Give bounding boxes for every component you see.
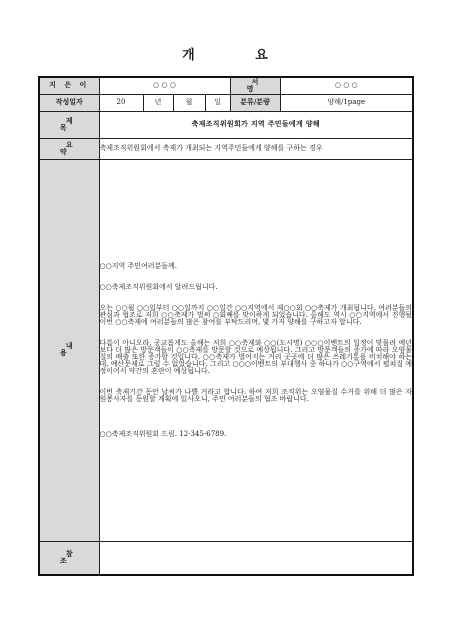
subject-label: 제 목 — [39, 111, 99, 138]
body-paragraph-2: 다름이 아니오라, 공교롭게도 올해는 저희 ○○축제와 ○○(도시명) ○○○이벤트의 일정이 맞물려 예년보다 더 많은 방문객들이 ○○축제를 방문할 것으로 예상됩니다. 그리고 방문객들의 증가에 따라 오염물질의 배출 또한 증가할 것입니다. ○○축제가 벌어지는 거리 곳곳에 더 많은 쓰레기통을 비치해야 하는데, 예산문제로 그럴 수 없었습니다. 그리고 ○○○이벤트의 부대행사 중 하나가 ○○구역에서 펼쳐질 예정이어서 약간의 혼란이 예상됩니다. — [99, 338, 413, 375]
body-greeting: ○○지역 주민여러분들께. — [99, 261, 178, 270]
body-contact: ○○축제조직위원회 드림. 12-345-6789. — [99, 429, 227, 438]
content-label: 내 용 — [39, 159, 99, 541]
date-day-unit: 일 — [205, 94, 230, 111]
summary-label: 요 약 — [39, 138, 99, 159]
category-value: 양해/1page — [280, 94, 413, 111]
content-body — [99, 159, 413, 541]
signature-value: ○ ○ ○ — [280, 77, 413, 94]
signature-label: 서 명 — [230, 77, 280, 94]
overview-form-table — [38, 76, 414, 576]
date-label: 작성일자 — [39, 94, 99, 111]
reference-value — [99, 541, 413, 575]
body-intro: ○○축제조직위원회에서 알려드립니다. — [99, 282, 218, 291]
reference-label: 참 조 — [39, 541, 99, 575]
body-paragraph-3: 이번 축제기간 동안 날씨가 나쁠 거라고 합니다. 하여 저희 조직위는 오염물질 수거를 위해 더 많은 자원봉사자를 동원할 계획에 있사오니, 주민 여러분들의 협조 바랍니다. — [99, 387, 413, 403]
date-month-unit: 월 — [173, 94, 205, 111]
date-year-unit: 년 — [143, 94, 173, 111]
summary-value: 축제조직위원회에서 축제가 개최되는 지역주민들에게 양해를 구하는 경우 — [99, 138, 413, 159]
page-title: 개 요 — [182, 48, 296, 63]
body-paragraph-1: 오는 ○○월 ○○일부터 ○○일까지 ○○일간 ○○지역에서 제○○회 ○○축제가 개최됩니다. 여러분들의 관심과 협조로 저희 ○○축제가 벌써 ○회째를 맞이하게 되었습니다. 올해도 역시 ○○지역에서 진행될 이번 ○○축제에 여러분들의 많은 참여를 부탁드리며, 몇 가지 양해를 구하고자 합니다. — [99, 303, 413, 326]
date-year-value — [99, 94, 143, 111]
subject-value: 축제조직위원회가 지역 주민들에게 양해 — [99, 111, 413, 138]
author-value: ○ ○ ○ — [99, 77, 230, 94]
category-label: 분류/분량 — [230, 94, 280, 111]
author-label: 지 은 이 — [39, 77, 99, 94]
date-year: 20 — [116, 98, 126, 106]
